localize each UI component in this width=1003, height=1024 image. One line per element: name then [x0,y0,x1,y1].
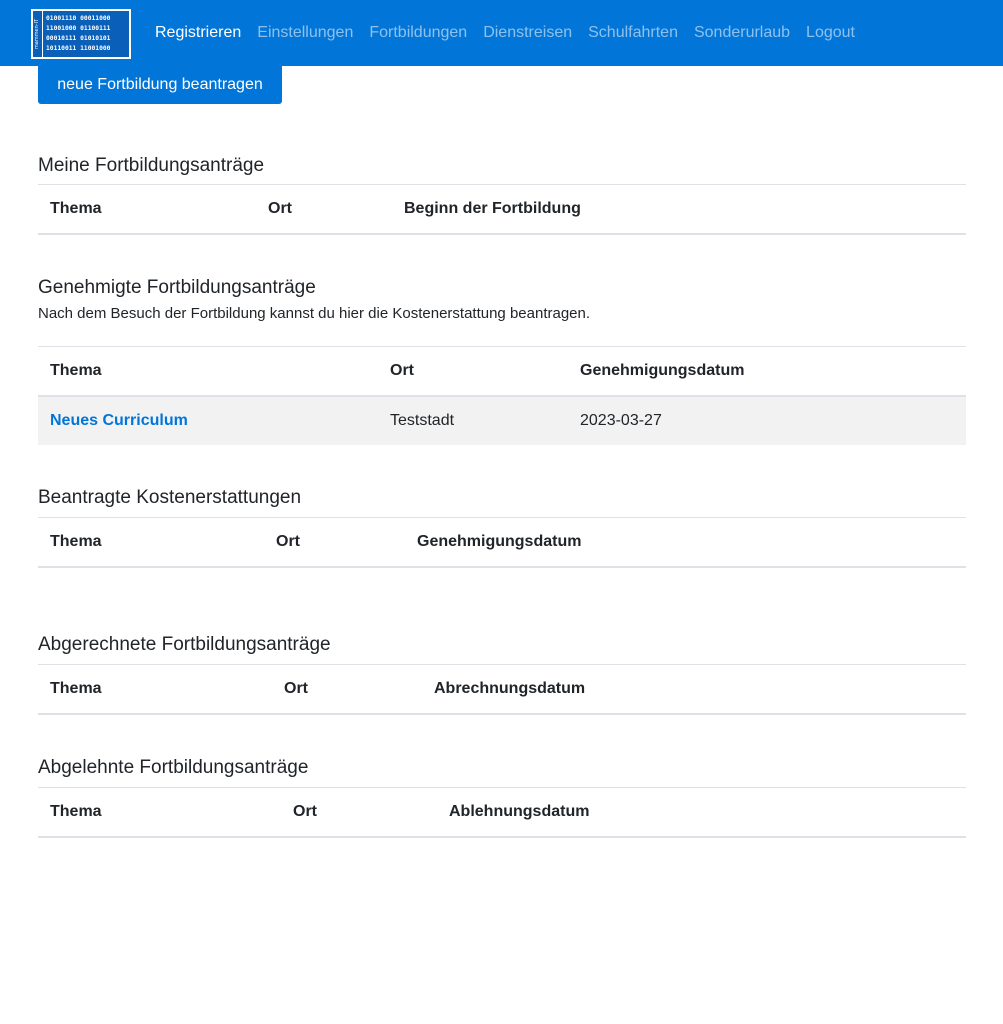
brand-line: 01001110 00011000 [46,15,111,22]
section-title: Beantragte Kostenerstattungen [38,487,302,508]
nav-item-schulfahrten[interactable]: Schulfahrten [588,24,678,41]
section-abgerechnet [38,633,966,715]
brand-side [33,11,43,57]
brand-line: 11001000 01100111 [46,25,111,32]
brand-line: 00010111 01010101 [46,35,111,42]
meine-table [38,184,966,235]
nav-item-dienstreisen[interactable]: Dienstreisen [483,24,573,41]
column-header-ort: Ort [390,361,414,379]
column-header-genehmigungsdatum: Genehmigungsdatum [417,532,582,550]
section-title: Abgelehnte Fortbildungsanträge [38,757,309,778]
column-header-thema: Thema [50,679,102,697]
main-nav [155,0,871,66]
column-header-thema: Thema [50,802,102,820]
abgelehnt-table [38,787,966,838]
column-header-ort: Ort [276,532,300,550]
table-header-row [38,347,966,396]
column-header-ablehnungsdatum: Ablehnungsdatum [449,802,590,820]
table-header-row [38,788,966,837]
column-header-thema: Thema [50,199,102,217]
brand-code [43,11,129,57]
column-header-ort: Ort [268,199,292,217]
section-title: Meine Fortbildungsanträge [38,155,265,176]
brand-logo[interactable] [31,9,131,59]
nav-item-registrieren[interactable]: Registrieren [155,24,242,41]
column-header-beginn: Beginn der Fortbildung [404,199,581,217]
nav-item-sonderurlaub[interactable]: Sonderurlaub [693,24,791,41]
column-header-ort: Ort [293,802,317,820]
cell-datum: 2023-03-27 [568,396,966,445]
section-genehmigt [38,276,966,445]
column-header-thema: Thema [50,361,102,379]
cell-ort: Teststadt [378,396,568,445]
section-abgelehnt [38,756,966,838]
abgerechnet-table [38,664,966,715]
table-header-row [38,665,966,714]
training-link[interactable]: Neues Curriculum [50,411,188,429]
column-header-ort: Ort [284,679,308,697]
section-meine [38,154,966,235]
column-header-genehmigungsdatum: Genehmigungsdatum [580,361,745,379]
section-title: Genehmigte Fortbildungsanträge [38,277,316,298]
navbar [0,0,1003,66]
table-row [38,396,966,445]
nav-item-fortbildungen[interactable]: Fortbildungen [369,24,468,41]
column-header-abrechnungsdatum: Abrechnungsdatum [434,679,586,697]
genehmigt-table [38,346,966,445]
section-title: Abgerechnete Fortbildungsanträge [38,634,331,655]
cell-thema [38,396,378,445]
brand-logo-inner [33,11,129,57]
column-header-thema: Thema [50,532,102,550]
nav-item-einstellungen[interactable]: Einstellungen [257,24,354,41]
nav-item-logout[interactable]: Logout [806,24,855,41]
new-training-button[interactable]: neue Fortbildung beantragen [38,66,282,104]
section-kosten [38,486,966,568]
table-header-row [38,185,966,234]
table-header-row [38,518,966,567]
brand-side-text: mammen-IT [34,18,41,50]
section-note: Nach dem Besuch der Fortbildung kannst du hier die Kostenerstattung beantragen. [38,305,591,322]
kosten-table [38,517,966,568]
brand-line: 10110011 11001000 [46,45,111,52]
